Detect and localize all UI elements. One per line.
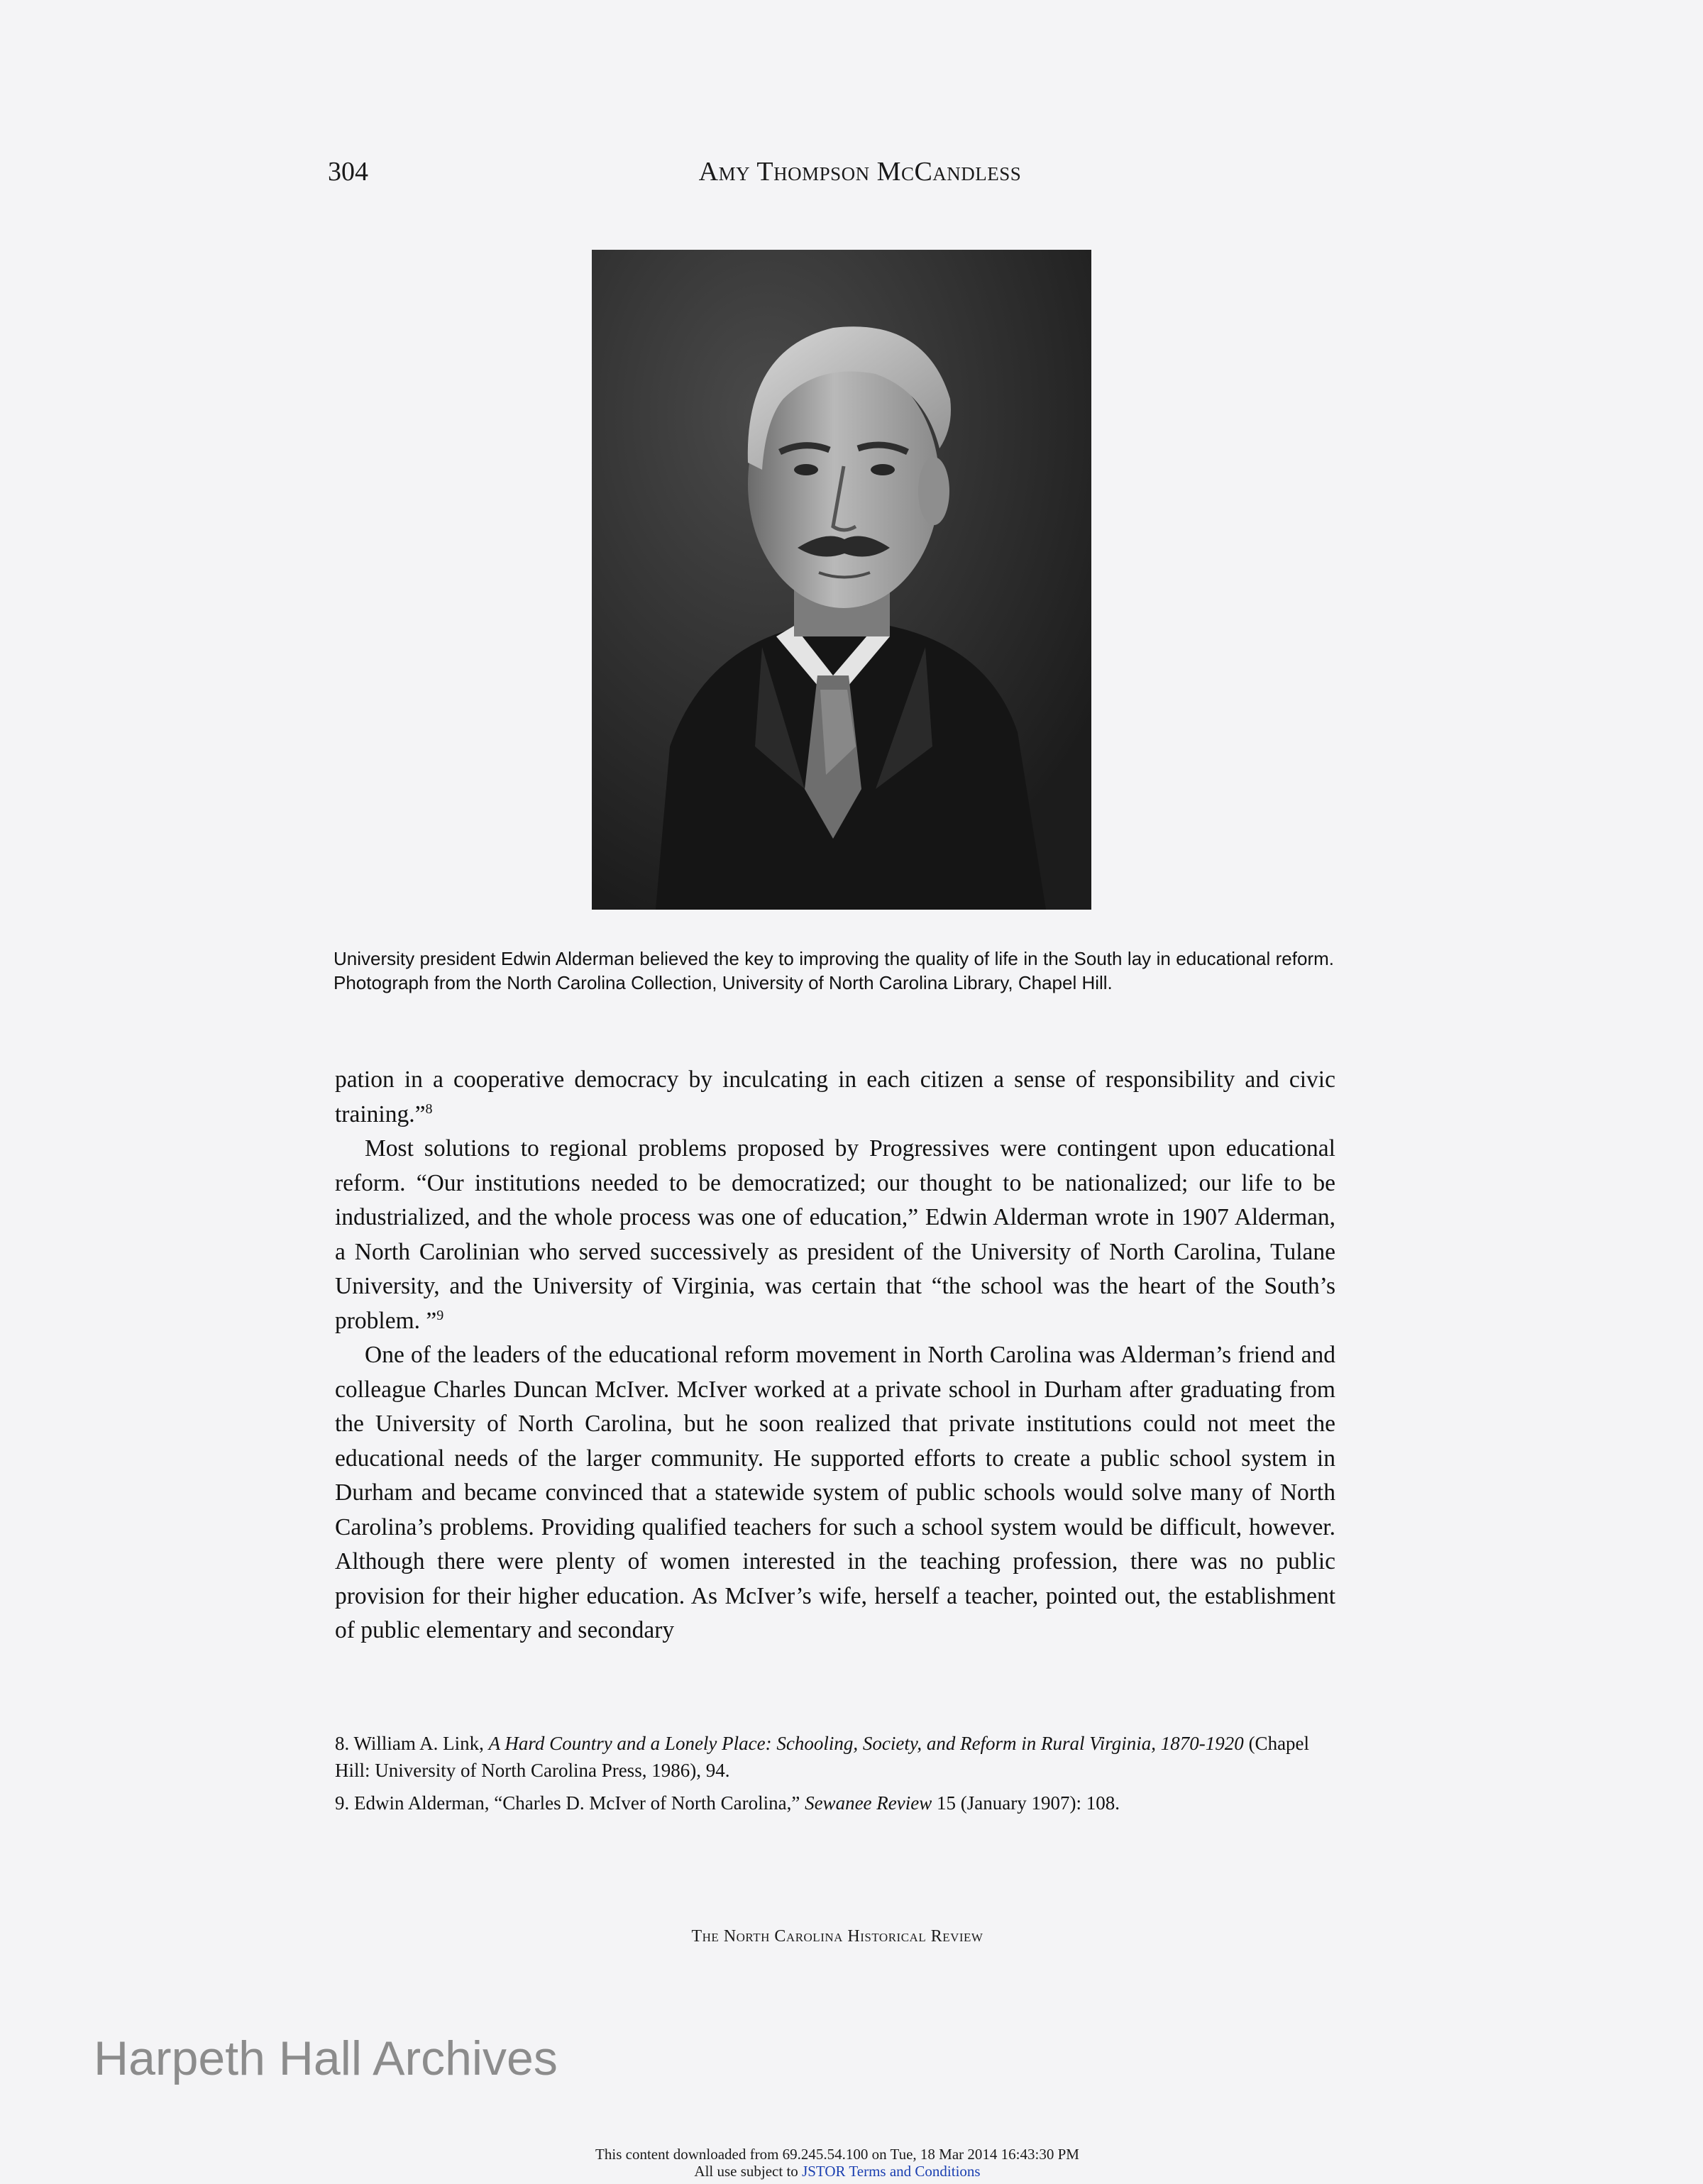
- download-notice-line-2: [0, 2163, 1675, 2180]
- footnote-8-title: A Hard Country and a Lonely Place: Schooling, Society, and Reform in Rural Virginia, 1870-1920: [488, 1733, 1244, 1754]
- footnotes: [335, 1730, 1335, 1822]
- footnote-ref-8: 8: [425, 1101, 433, 1117]
- footnote-9-number: 9.: [335, 1792, 350, 1814]
- footnote-8: [335, 1730, 1335, 1784]
- footnote-9-author: Edwin Alderman, “Charles D. McIver of North Carolina,”: [354, 1792, 800, 1814]
- download-notice-line-1: This content downloaded from 69.245.54.100 on Tue, 18 Mar 2014 16:43:30 PM: [595, 2146, 1079, 2163]
- paragraph-1-text: pation in a cooperative democracy by inculcating in each citizen a sense of responsibility and civic training.”: [335, 1066, 1335, 1127]
- body-text: [335, 1063, 1335, 1648]
- paragraph-2: [335, 1132, 1335, 1338]
- footnote-9: [335, 1789, 1335, 1816]
- archive-watermark: Harpeth Hall Archives: [94, 2031, 558, 2085]
- paragraph-1: [335, 1063, 1335, 1132]
- footnote-8-publication: (Chapel Hill: University of North Carolina Press, 1986), 94.: [335, 1733, 1310, 1781]
- journal-footer: The North Carolina Historical Review: [691, 1927, 983, 1946]
- paragraph-2-text: Most solutions to regional problems proposed by Progressives were contingent upon educational reform. “Our institutions needed to be democratized; our thought to be nationalized; our life to be industrialized, and the whole process was one of education,” Edwin Alderman wrote in 1907 Alderman, a North Carolinian who served successively as president of the University of North Carolina, Tulane University, and the University of Virginia, was certain that “the school was the heart of the South’s problem. ”: [335, 1135, 1335, 1334]
- footnote-ref-9: 9: [436, 1307, 444, 1323]
- page-number: 304: [328, 157, 368, 187]
- jstor-terms-link[interactable]: JSTOR Terms and Conditions: [802, 2163, 981, 2180]
- footnote-8-number: 8.: [335, 1733, 350, 1754]
- photo-caption: University president Edwin Alderman believed the key to improving the quality of life in the South lay in educational reform. Photograph from the North Carolina Collection, University of North Carolina Library, Chapel Hill.: [334, 948, 1334, 993]
- download-notice: [0, 2146, 1675, 2180]
- portrait-photo: [592, 250, 1091, 910]
- paragraph-3: One of the leaders of the educational reform movement in North Carolina was Alderman’s friend and colleague Charles Duncan McIver. McIver worked at a private school in Durham after graduating from the University of North Carolina, but he soon realized that private institutions could not meet the educational needs of the larger community. He supported efforts to create a public school system in Durham and became convinced that a statewide system of public schools would solve many of North Carolina’s problems. Providing qualified teachers for such a school system would be difficult, however. Although there were plenty of women interested in the teaching profession, there was no public provision for their higher education. As McIver’s wife, herself a teacher, pointed out, the establishment of public elementary and secondary: [335, 1342, 1335, 1643]
- download-notice-prefix: All use subject to: [694, 2163, 798, 2180]
- footnote-9-journal: Sewanee Review: [805, 1792, 932, 1814]
- footnote-9-publication: 15 (January 1907): 108.: [937, 1792, 1120, 1814]
- running-head: [328, 156, 1338, 192]
- portrait-illustration: [592, 250, 1091, 910]
- running-head-author: Amy Thompson McCandless: [698, 157, 1022, 187]
- footnote-8-author: William A. Link,: [353, 1733, 484, 1754]
